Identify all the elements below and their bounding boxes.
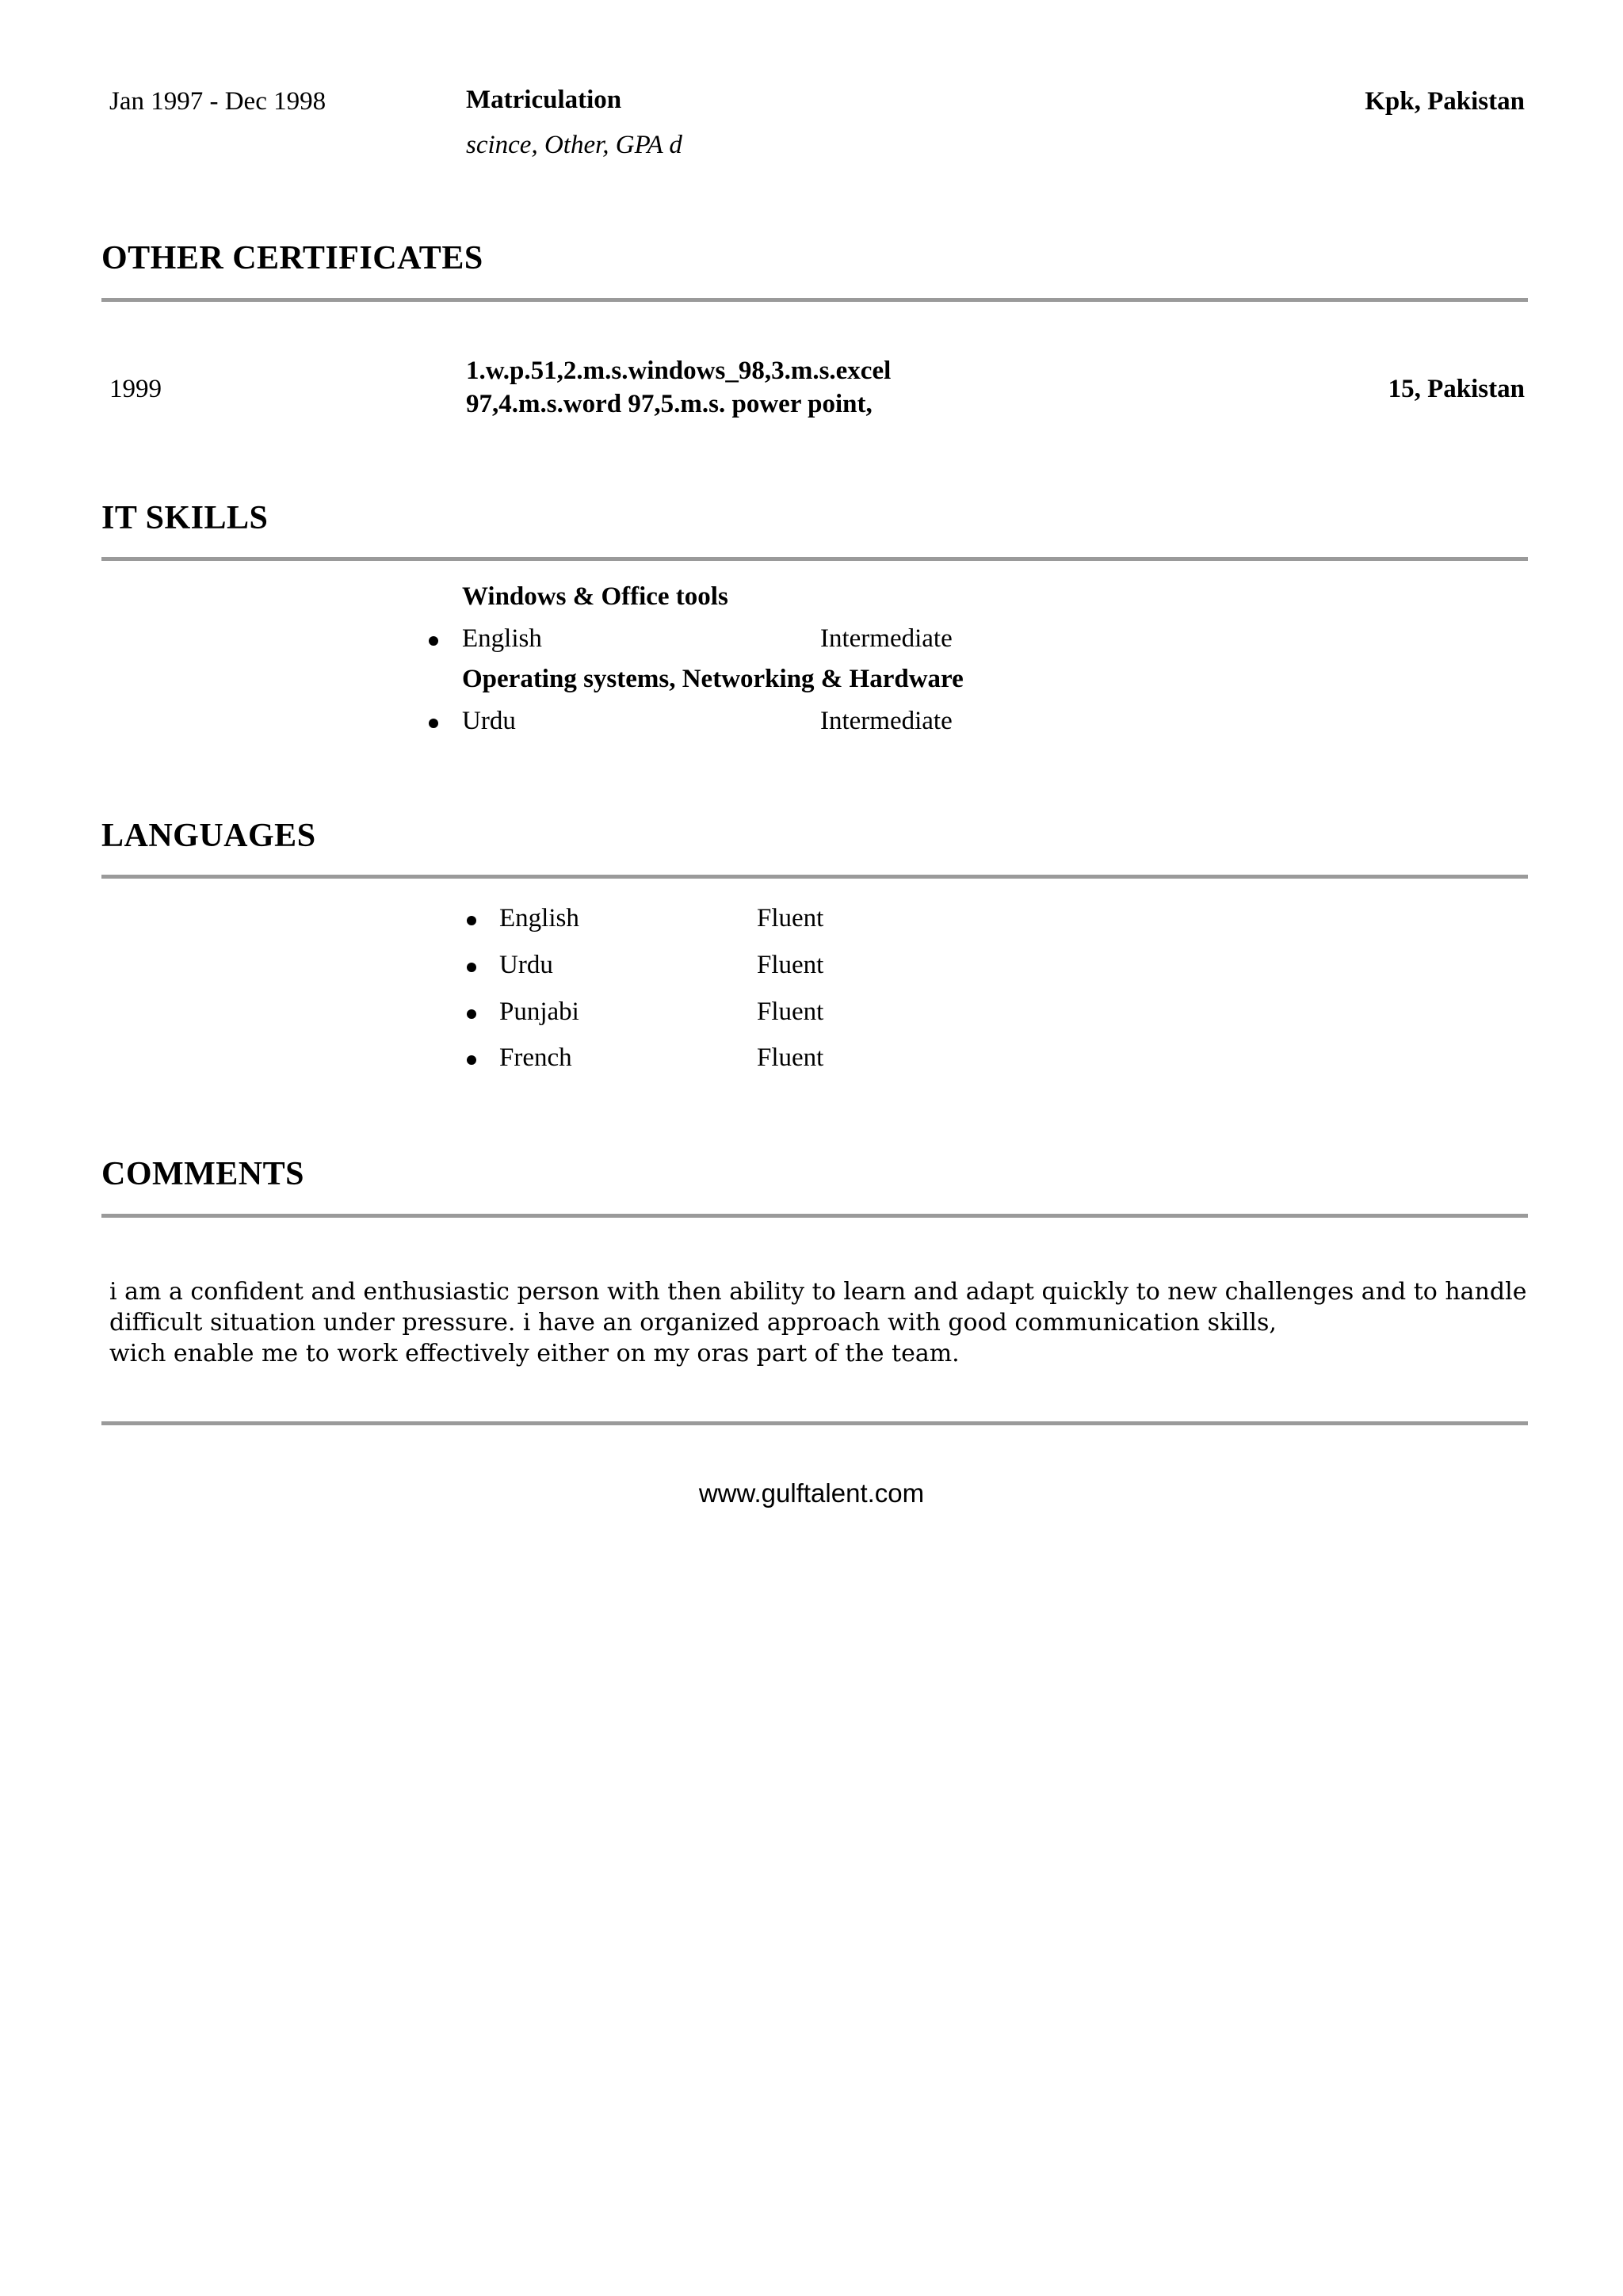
language-level: Fluent <box>757 1043 824 1072</box>
bullet-icon <box>429 636 438 646</box>
language-name: Urdu <box>499 951 553 979</box>
education-title: Matriculation <box>466 86 622 114</box>
language-name: Punjabi <box>499 997 579 1026</box>
bullet-icon <box>467 1055 476 1065</box>
education-date: Jan 1997 - Dec 1998 <box>109 87 327 116</box>
bullet-icon <box>467 1009 476 1019</box>
bullet-icon <box>467 963 476 972</box>
it-skill-level: Intermediate <box>820 707 953 735</box>
education-location: Kpk, Pakistan <box>1365 87 1525 116</box>
language-level: Fluent <box>757 951 824 979</box>
comments-bottom-divider <box>101 1421 1528 1425</box>
certificates-divider <box>101 298 1528 302</box>
language-name: French <box>499 1043 572 1072</box>
comments-heading: COMMENTS <box>101 1156 304 1192</box>
education-details: scince, Other, GPA d <box>466 131 682 159</box>
bullet-icon <box>429 719 438 728</box>
language-level: Fluent <box>757 904 824 933</box>
certificate-year: 1999 <box>109 375 162 403</box>
it-skill-category: Operating systems, Networking & Hardware <box>462 665 964 693</box>
language-level: Fluent <box>757 997 824 1026</box>
certificates-heading: OTHER CERTIFICATES <box>101 240 483 277</box>
it-skills-divider <box>101 557 1528 561</box>
languages-heading: LANGUAGES <box>101 818 316 854</box>
footer-website: www.gulftalent.com <box>698 1478 925 1508</box>
language-name: English <box>499 904 579 933</box>
certificate-location: 15, Pakistan <box>1388 375 1525 403</box>
it-skill-level: Intermediate <box>820 624 953 653</box>
languages-divider <box>101 875 1528 879</box>
it-skills-heading: IT SKILLS <box>101 500 269 536</box>
bullet-icon <box>467 916 476 925</box>
comments-line: i am a confident and enthusiastic person with then ability to learn and adapt quickly to new challenges and to handle <box>109 1278 1527 1306</box>
certificate-title-line2: 97,4.m.s.word 97,5.m.s. power point, <box>466 390 873 418</box>
comments-line: wich enable me to work effectively either on my oras part of the team. <box>109 1340 960 1367</box>
comments-divider <box>101 1214 1528 1218</box>
it-skill-category: Windows & Office tools <box>462 582 728 611</box>
certificate-title-line1: 1.w.p.51,2.m.s.windows_98,3.m.s.excel <box>466 357 892 385</box>
it-skill-item: Urdu <box>462 707 516 735</box>
it-skill-item: English <box>462 624 542 653</box>
comments-line: difficult situation under pressure. i have an organized approach with good communication skills, <box>109 1309 1277 1337</box>
